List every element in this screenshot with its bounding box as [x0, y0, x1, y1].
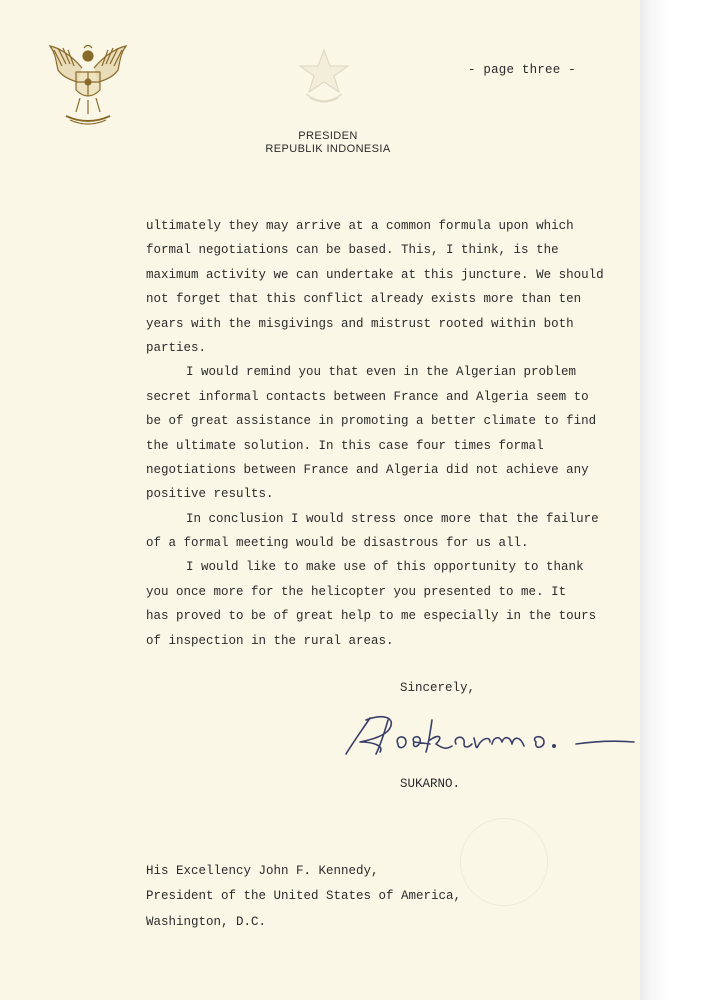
handwritten-signature [340, 700, 640, 770]
signer-name: SUKARNO. [400, 777, 461, 791]
addressee-line: Washington, D.C. [146, 914, 267, 929]
addressee-block [146, 859, 461, 935]
body-line: maximum activity we can undertake at this juncture. We should [146, 267, 604, 282]
body-line: years with the misgivings and mistrust rooted within both [146, 316, 574, 331]
body-line: has proved to be of great help to me especially in the tours [146, 609, 597, 624]
body-line: ultimately they may arrive at a common formula upon which [146, 219, 574, 233]
page-number: - page three - [468, 63, 576, 77]
svg-text:· · · · ·: · · · · · [81, 122, 95, 128]
addressee-line: His Excellency John F. Kennedy, [146, 864, 379, 878]
body-line: of inspection in the rural areas. [146, 633, 394, 648]
letterhead-title: PRESIDEN [298, 130, 358, 142]
body-line: you once more for the helicopter you presented to me. It [146, 584, 567, 599]
body-line: parties. [146, 340, 207, 355]
garuda-emblem-icon [46, 42, 130, 130]
body-line: be of great assistance in promoting a better climate to find [146, 414, 597, 429]
letterhead-subtitle: REPUBLIK INDONESIA [265, 143, 391, 155]
page-edge [640, 0, 708, 1000]
letter-body [146, 214, 616, 653]
body-line: negotiations between France and Algeria did not achieve any [146, 462, 589, 477]
body-line: In conclusion I would stress once more that the failure [186, 511, 599, 526]
body-line: of a formal meeting would be disastrous for us all. [146, 536, 529, 551]
body-line: formal negotiations can be based. This, I think, is the [146, 243, 559, 258]
body-line: the ultimate solution. In this case four times formal [146, 438, 544, 453]
closing-salutation: Sincerely, [400, 681, 476, 695]
body-line: not forget that this conflict already exists more than ten [146, 292, 582, 307]
body-line: positive results. [146, 487, 274, 502]
letterhead [248, 130, 408, 156]
faint-seal-impression [460, 818, 548, 906]
body-line: secret informal contacts between France and Algeria seem to [146, 389, 589, 404]
embossed-star-icon [292, 44, 356, 110]
addressee-line: President of the United States of America, [146, 889, 462, 904]
body-line: I would like to make use of this opportunity to thank [186, 560, 584, 575]
body-line: I would remind you that even in the Algerian problem [186, 365, 577, 380]
